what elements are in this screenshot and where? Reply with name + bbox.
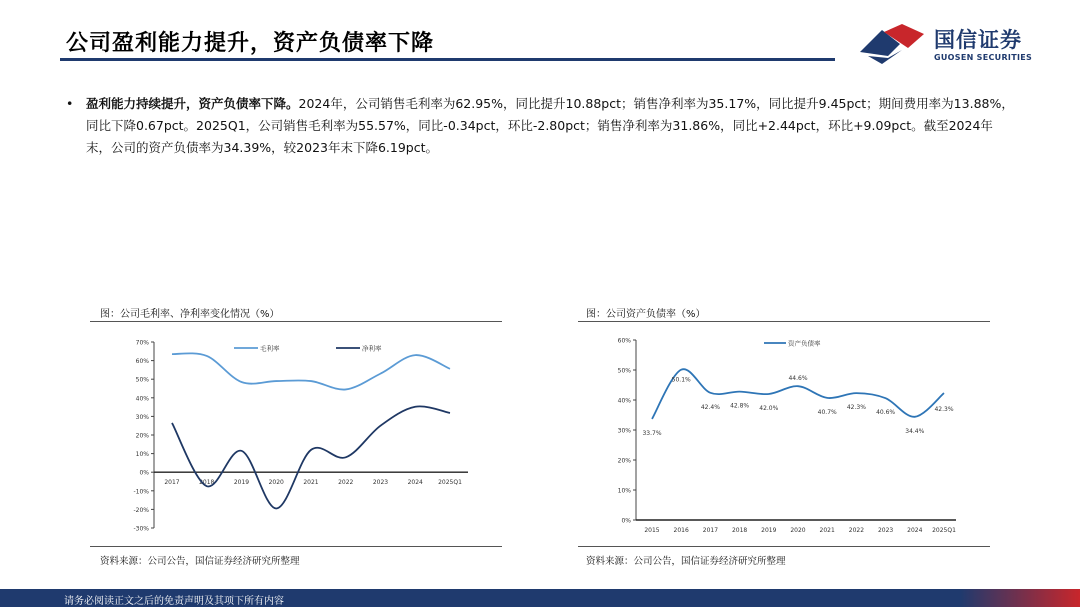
data-label: 42.4% [700,403,720,411]
x-tick-label: 2021 [303,479,319,487]
y-tick-label: 50% [617,367,631,375]
summary-paragraph [66,93,1016,159]
data-label: 42.3% [934,406,954,414]
right-chart-title: 图：公司资产负债率（%） [586,309,706,320]
right-chart-bottom-rule [578,546,990,547]
data-label: 40.7% [817,408,837,416]
series-line-gross-margin [172,353,450,389]
x-tick-label: 2025Q1 [932,527,956,534]
title-underline [60,58,835,61]
data-label: 42.0% [759,405,779,412]
debt-ratio-chart [578,324,990,542]
logo-text-cn: 国信证券 [934,28,1022,52]
x-tick-label: 2020 [268,479,284,487]
y-tick-label: 40% [617,397,631,405]
guosen-logo-mark-icon [858,22,930,66]
bullet-marker: • [66,96,74,111]
x-tick-label: 2016 [673,527,689,534]
y-tick-label: 40% [135,395,149,403]
y-tick-label: 0% [139,469,149,477]
y-tick-label: 10% [617,487,631,495]
y-tick-label: 60% [617,337,631,345]
data-label: 42.3% [846,404,866,412]
footer-bar [0,589,1080,607]
summary-lead: 盈利能力持续提升，资产负债率下降。 [86,96,299,111]
left-chart-source: 资料来源：公司公告，国信证券经济研究所整理 [100,556,300,567]
right-chart-source: 资料来源：公司公告，国信证券经济研究所整理 [586,556,786,567]
y-tick-label: -20% [133,506,149,514]
y-tick-label: -10% [133,488,149,496]
data-label: 44.6% [788,375,808,383]
y-tick-label: 20% [617,457,631,465]
series-line-net-margin [172,406,450,508]
x-tick-label: 2019 [761,527,777,534]
legend-label: 资产负债率 [788,339,821,348]
legend-label: 毛利率 [260,344,280,353]
x-tick-label: 2021 [819,527,835,534]
y-tick-label: 70% [135,339,149,347]
data-label: 34.4% [905,427,925,435]
left-chart-title: 图：公司毛利率、净利率变化情况（%） [100,309,280,320]
y-tick-label: 30% [135,413,149,421]
summary-text: 2024年，公司销售毛利率为62.95%，同比提升10.88pct；销售净利率为35.17%，同比提升9.45pct；期间费用率为13.88%，同比下降0.67pct。2025Q1，公司销售毛利率为55.57%，同比-0.34pct，环比-2.80pct；销售净利率为31.86%，同比+2.44pct，环比+9.09pct。截至2024年末，公司的资产负债率为34.39%，较2023年末下降6.19pct。 [86,96,1014,155]
x-tick-label: 2020 [790,527,806,534]
footer-disclaimer: 请务必阅读正文之后的免责声明及其项下所有内容 [64,596,284,607]
x-tick-label: 2023 [372,479,389,487]
x-tick-label: 2017 [164,479,180,487]
page-title: 公司盈利能力提升，资产负债率下降 [66,31,435,56]
x-tick-label: 2024 [407,479,423,487]
x-tick-label: 2022 [338,479,354,487]
margin-chart [90,324,502,542]
data-label: 42.8% [730,402,750,410]
guosen-logo [858,22,1033,66]
right-chart-top-rule [578,321,990,322]
x-tick-label: 2018 [199,479,215,487]
x-tick-label: 2024 [907,527,923,534]
data-label: 33.7% [642,429,662,437]
x-tick-label: 2019 [233,479,250,487]
x-tick-label: 2015 [644,527,660,534]
y-tick-label: -30% [133,525,149,533]
left-chart-top-rule [90,321,502,322]
data-label: 40.6% [876,409,896,417]
footer-accent [960,589,1080,607]
y-tick-label: 10% [135,451,149,459]
y-tick-label: 20% [135,432,149,440]
left-chart-bottom-rule [90,546,502,547]
data-label: 50.1% [671,376,691,384]
y-tick-label: 0% [621,517,631,525]
y-tick-label: 30% [617,427,631,435]
y-tick-label: 60% [135,358,149,366]
y-tick-label: 50% [135,376,149,384]
x-tick-label: 2018 [731,527,748,534]
x-tick-label: 2025Q1 [438,479,462,487]
x-tick-label: 2017 [702,527,719,534]
x-tick-label: 2022 [848,527,865,534]
legend-label: 净利率 [362,344,382,353]
logo-text-en: GUOSEN SECURITIES [934,53,1033,62]
x-tick-label: 2023 [877,527,894,534]
